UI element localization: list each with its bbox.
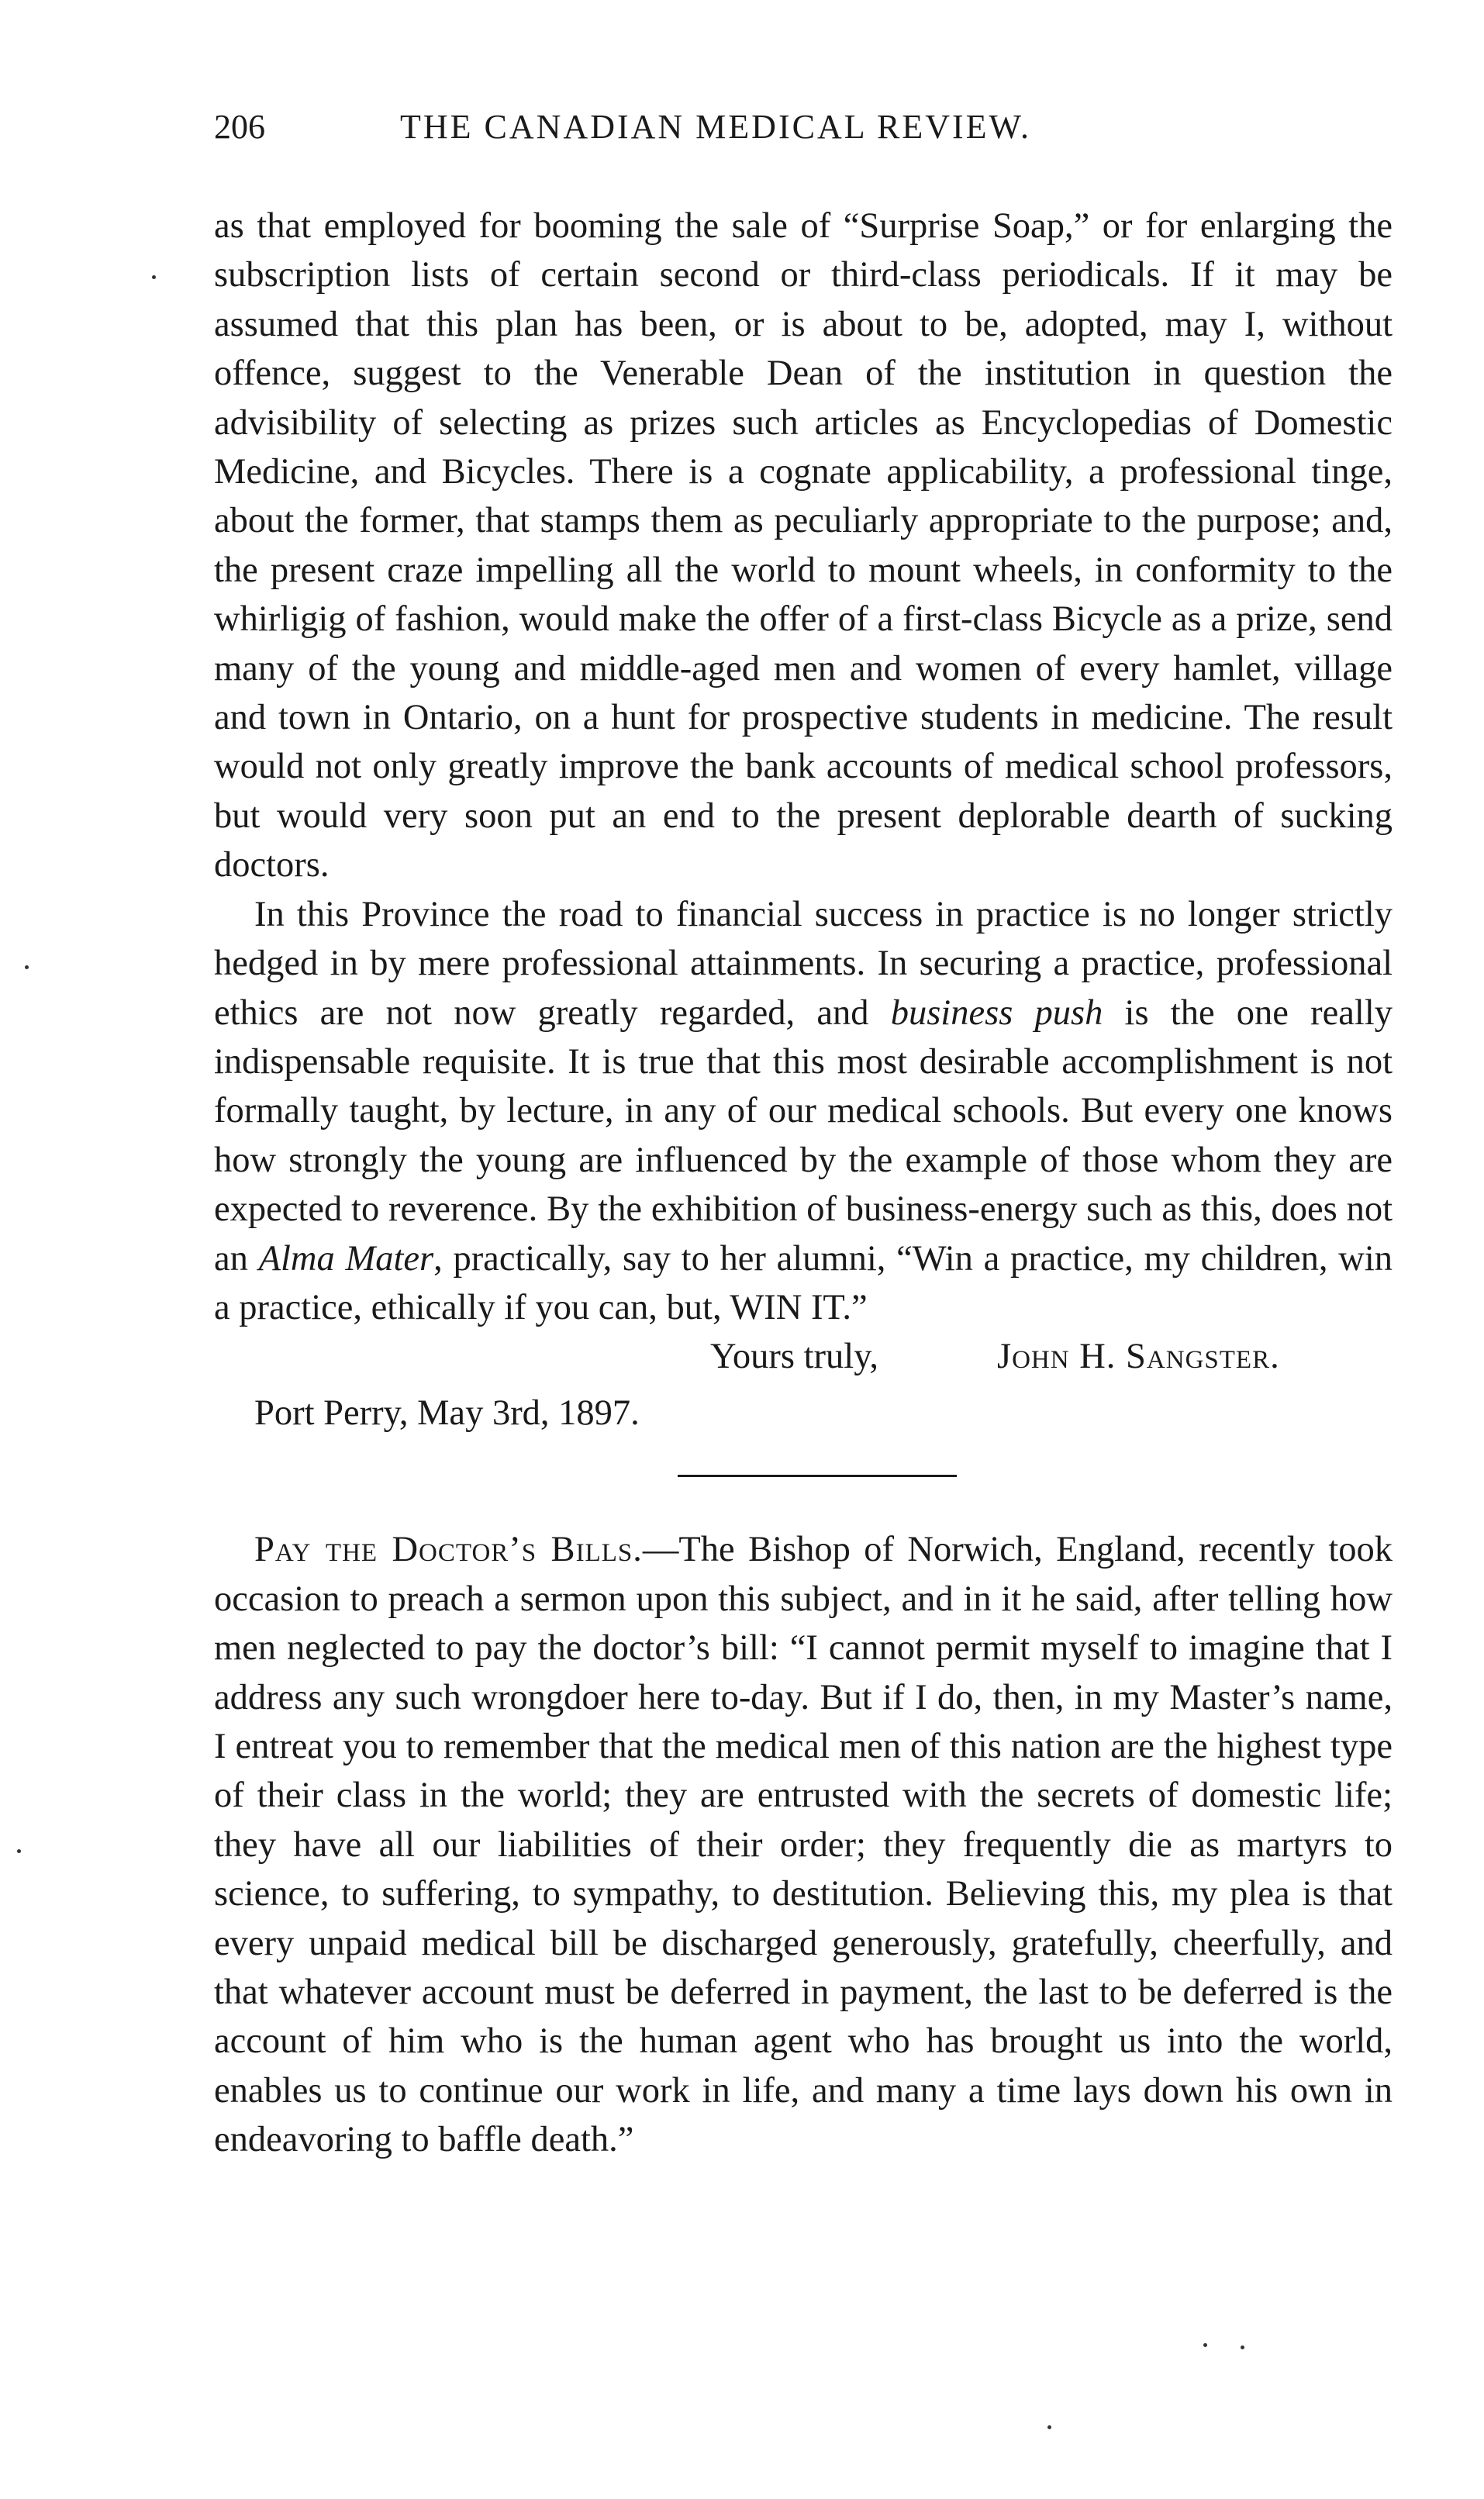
journal-title: THE CANADIAN MEDICAL REVIEW.	[400, 108, 1031, 146]
paragraph	[214, 202, 1393, 890]
running-header	[214, 107, 1393, 161]
letter-body	[214, 202, 1393, 1332]
signature-line	[214, 1332, 1393, 1381]
text-run: , practically, say to her alumni, “Win a practice, my children, win a practice, ethically if you can, but, WIN IT.”	[214, 1238, 1393, 1327]
print-speck	[152, 275, 156, 279]
text-run: —The Bishop of Norwich, England, recently took occasion to preach a sermon upon this subject, and in it he said, after telling how men neglected to pay the doctor’s bill: “I cannot permit myself to imagine that I address any such wrongdoer here to-day. But if I do, then, in my Master’s name, I entreat you to remember that the medical men of this nation are the highest type of their class in the world; they are entrusted with the secrets of domestic life; they have all our liabilities of their order; they frequently die as martyrs to science, to suffering, to sympathy, to destitution. Believing this, my plea is that every unpaid medical bill be discharged generously, gratefully, cheerfully, and that whatever account must be deferred in payment, the last to be deferred is the account of him who is the human agent who has brought us into the world, enables us to continue our work in life, and many a time lays down his own in endeavoring to baffle death.”	[214, 1530, 1393, 2160]
print-speck	[1047, 2425, 1051, 2429]
text-run: is the one really indispensable requisite. It is true that this most desirable accomplishment is not formally taught, by lecture, in any of our medical schools. But every one knows how strongly the young are influenced by the example of those whom they are expected to reverence. By the exhibition of business-energy such as this, does not an	[214, 992, 1393, 1279]
letter-closing: Yours truly,	[710, 1337, 879, 1377]
print-speck	[1241, 2345, 1244, 2349]
page-number: 206	[214, 108, 265, 146]
text-run: as that employed for booming the sale of “Surprise Soap,” or for enlarging the subscription lists of certain second or third-class periodicals. If it may be assumed that this plan has been, or is about to be, adopted, may I, without offence, suggest to the Venerable Dean of the institution in question the advisibility of selecting as prizes such articles as Encyclopedias of Domestic Medicine, and Bicycles. There is a cognate applicability, a professional tinge, about the former, that stamps them as peculiarly appropriate to the purpose; and, the present craze impelling all the world to mount wheels, in conformity to the whirligig of fashion, would make the offer of a first-class Bicycle as a prize, send many of the young and middle-aged men and women of every hamlet, village and town in Ontario, on a hunt for prospective students in medicine. The result would not only greatly improve the bank accounts of medical school professors, but would very soon put an end to the present deplorable dearth of sucking doctors.	[214, 206, 1393, 885]
italic-phrase: business push	[890, 992, 1103, 1033]
text-run: In this Province the road to financial success in practice is no longer strictly hedged in by mere professional attainments. In securing a practice, professional ethics are not now greatly regarded, and	[214, 894, 1393, 1033]
letter-signer: John H. Sangster.	[997, 1337, 1280, 1377]
article-heading: Pay the Doctor’s Bills.	[254, 1530, 643, 1570]
italic-phrase: Alma Mater	[258, 1238, 434, 1279]
page	[214, 107, 1393, 2165]
print-speck	[1203, 2343, 1207, 2347]
paragraph	[214, 1525, 1393, 2164]
print-speck	[17, 1849, 21, 1853]
article-body	[214, 1525, 1393, 2164]
paragraph	[214, 890, 1393, 1333]
letter-dateline: Port Perry, May 3rd, 1897.	[254, 1393, 640, 1434]
section-divider	[678, 1475, 957, 1477]
print-speck	[25, 965, 29, 969]
